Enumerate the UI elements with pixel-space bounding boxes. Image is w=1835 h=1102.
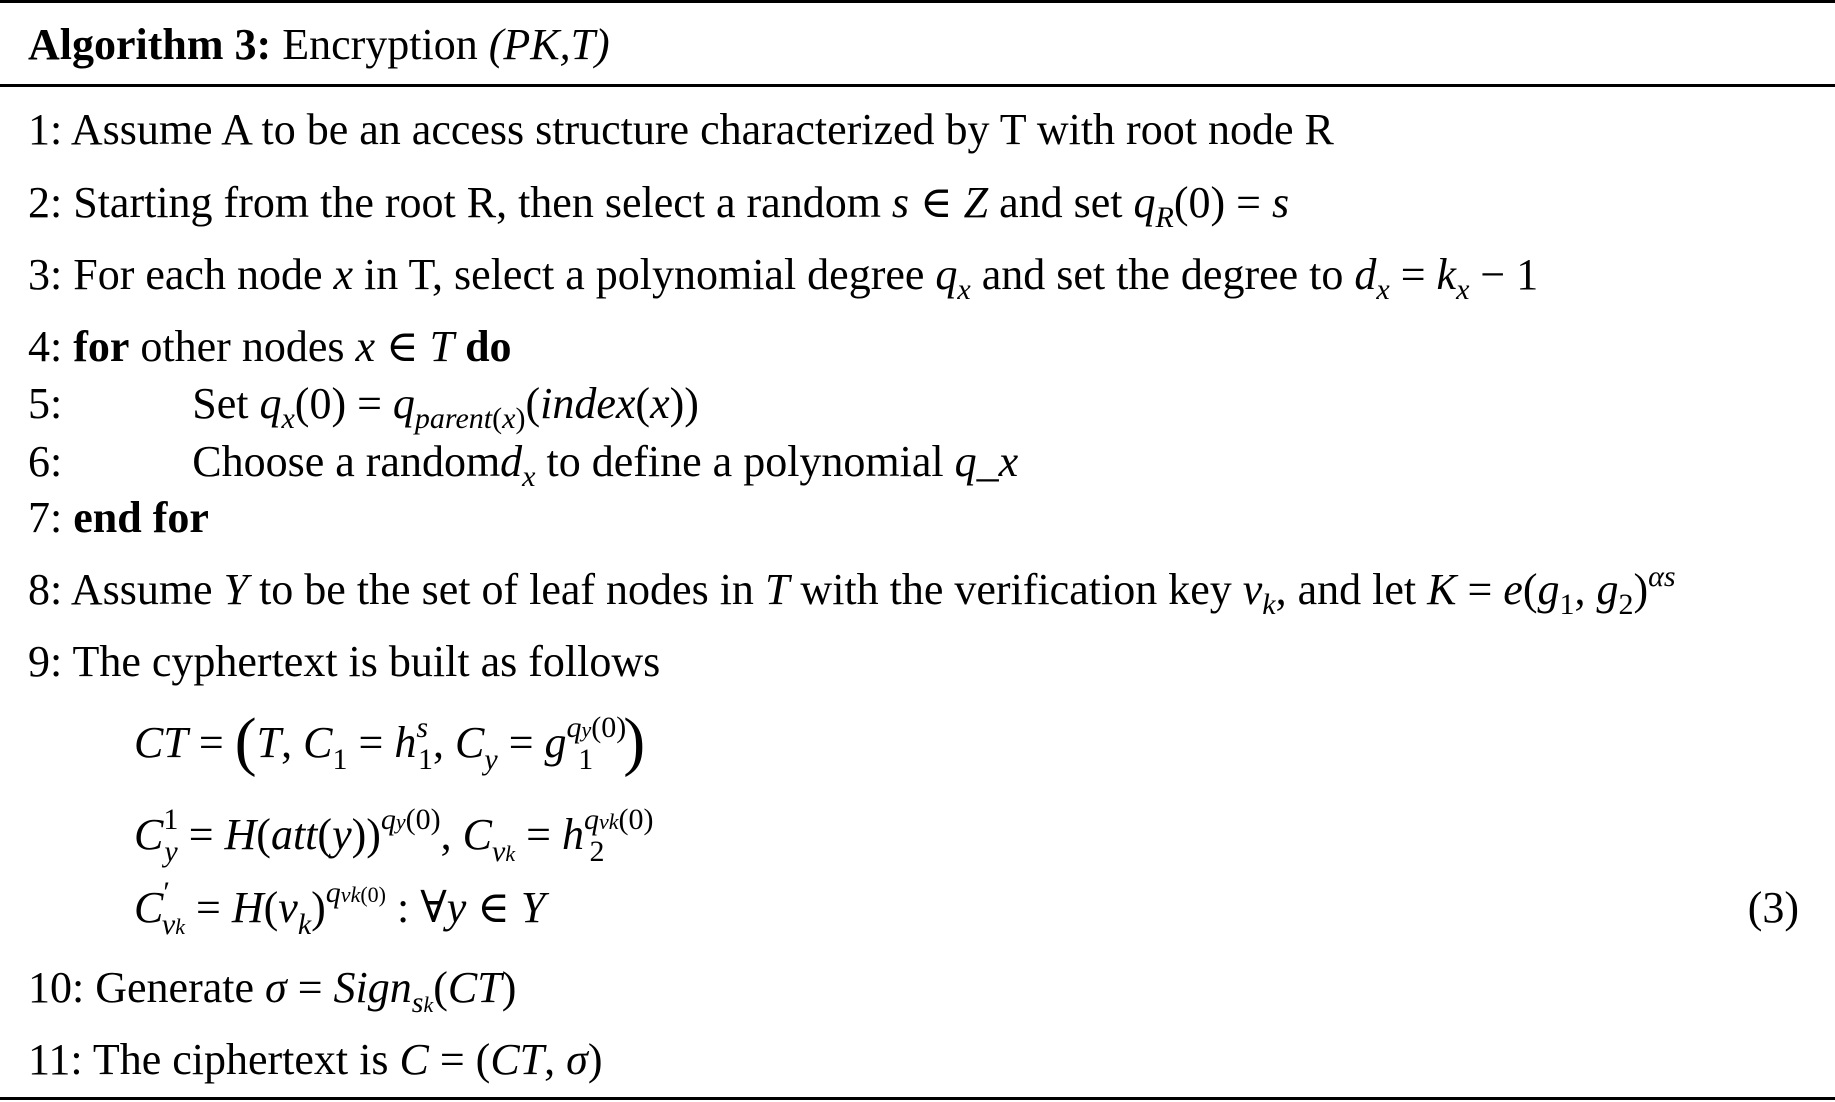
algorithm-label: Algorithm 3:	[28, 20, 272, 69]
equation-cy1: $C^1_y = H(att(y))^{qy(0)}$, $C_{vk} = h^{qvk(0)}_2$	[134, 803, 654, 868]
line-number: 6:	[28, 437, 63, 486]
algorithm-line-3	[28, 247, 1539, 306]
line-number: 10:	[28, 963, 85, 1012]
line-number: 4:	[28, 322, 63, 371]
algorithm-line-9	[28, 634, 660, 690]
top-rule	[0, 0, 1835, 3]
algorithm-line-2	[28, 175, 1290, 234]
algorithm-line-7	[28, 490, 209, 546]
line-number: 3:	[28, 250, 63, 299]
algorithm-line-5	[28, 376, 699, 435]
line-number: 1:	[28, 105, 63, 154]
line-number: 8:	[28, 565, 63, 614]
line-number: 2:	[28, 178, 63, 227]
algorithm-line-6	[28, 434, 1019, 493]
algorithm-line-8	[28, 560, 1676, 621]
algorithm-line-1	[28, 102, 1334, 158]
algorithm-params: (PK,T)	[488, 20, 610, 69]
line-text: Set $q_x(0)$ = $q_{parent(x)}(index(x))$	[192, 379, 699, 435]
algorithm-line-11	[28, 1032, 603, 1088]
line-number: 7:	[28, 493, 63, 542]
equation-number: (3)	[1747, 883, 1799, 932]
line-text: Assume A to be an access structure characterized by T with root node R	[70, 105, 1334, 154]
line-text: The cyphertext is built as follows	[72, 637, 661, 686]
algorithm-title: Encryption	[282, 20, 478, 69]
algorithm-header	[28, 14, 610, 76]
line-number: 11:	[28, 1035, 83, 1084]
line-text: Starting from the root R, then select a random s ∈ Z and set $q_R(0) = s$	[73, 178, 1290, 234]
algorithm-line-4	[28, 319, 512, 375]
line-text: Generate σ = Sign$_{sk}$(CT)	[95, 963, 517, 1019]
line-text: Assume Y to be the set of leaf nodes in T with the verification key $v_k$, and let $K = e(g_1$, $g_2)^{\alpha s}$	[70, 560, 1676, 621]
equation-cvk: $C'_{vk} = H(v_k)^{qvk(0)}$ : ∀y ∈ Y	[134, 876, 546, 941]
line-text: for other nodes x ∈ T do	[73, 322, 512, 371]
line-text: For each node x in T, select a polynomial degree $q_x$ and set the degree to $d_x = k_x - 1$	[73, 250, 1539, 306]
equation-ct: CT = (T, $C_1 = h^s_1$, $C_y = g^{qy(0)}_1$ )	[134, 705, 646, 778]
line-number: 9:	[28, 637, 63, 686]
line-number: 5:	[28, 379, 63, 428]
algorithm-line-10	[28, 960, 517, 1019]
bottom-rule	[0, 1097, 1835, 1100]
line-text: Choose a randomd$_x$ to define a polynomial q_x	[192, 437, 1019, 493]
line-text: end for	[73, 493, 209, 542]
line-text: The ciphertext is C = (CT, σ)	[92, 1035, 603, 1084]
header-rule	[0, 84, 1835, 87]
